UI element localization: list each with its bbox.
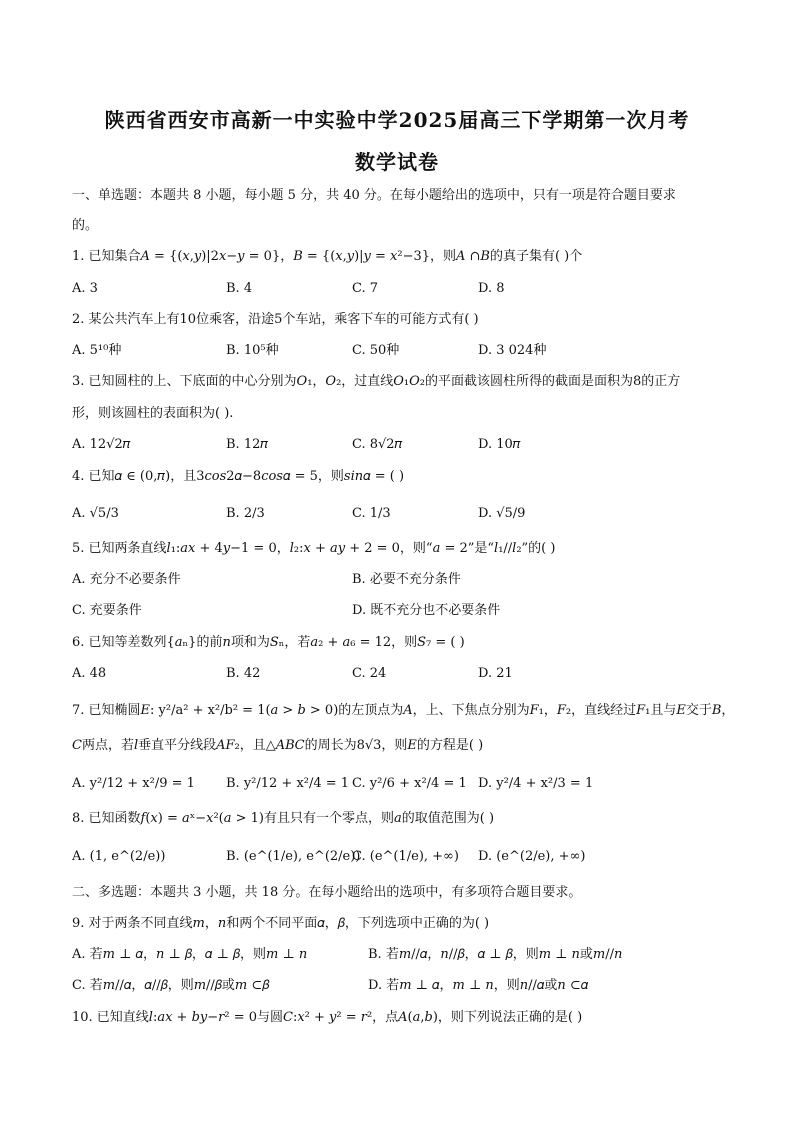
- question-3-option-a: A. 12√2𝜋: [72, 437, 131, 452]
- question-7-option-d: D. y²/4 + x²/3 = 1: [478, 776, 594, 791]
- question-8-stem: 8. 已知函数𝑓(𝑥) = 𝑎ˣ−𝑥²(𝑎 > 1)有且只有一个零点，则𝑎的取值范围为( ): [72, 811, 495, 826]
- question-7-option-c: C. y²/6 + x²/4 = 1: [352, 776, 467, 791]
- question-2-option-b: B. 10⁵种: [226, 343, 279, 358]
- question-3-option-d: D. 10𝜋: [478, 437, 521, 452]
- question-4-option-d: D. √5/9: [478, 506, 526, 521]
- question-5-option-b: B. 必要不充分条件: [352, 572, 461, 587]
- question-5-stem: 5. 已知两条直线𝑙₁:𝑎𝑥 + 4𝑦−1 = 0，𝑙₂:𝑥 + 𝑎𝑦 + 2 = 0，则“𝑎 = 2”是“𝑙₁//𝑙₂”的( ): [72, 541, 556, 556]
- question-2-stem: 2. 某公共汽车上有10位乘客，沿途5个车站，乘客下车的可能方式有( ): [72, 312, 479, 327]
- question-7-option-b: B. y²/12 + x²/4 = 1: [226, 776, 350, 791]
- question-2-option-d: D. 3 024种: [478, 343, 547, 358]
- question-1-option-d: D. 8: [478, 281, 505, 296]
- question-3-option-b: B. 12𝜋: [226, 437, 269, 452]
- question-8-option-a: A. (1, e^(2/e)): [72, 849, 166, 864]
- question-9-option-c: C. 若𝑚//𝛼，𝛼//𝛽，则𝑚//𝛽或𝑚 ⊂𝛽: [72, 978, 270, 993]
- question-6-stem: 6. 已知等差数列{𝑎ₙ}的前𝑛项和为𝑆ₙ，若𝑎₂ + 𝑎₆ = 12，则𝑆₇ = ( ): [72, 635, 465, 650]
- question-6-option-d: D. 21: [478, 666, 513, 681]
- question-1-option-b: B. 4: [226, 281, 253, 296]
- question-4-option-b: B. 2/3: [226, 506, 265, 521]
- question-8-option-d: D. (e^(2/e), +∞): [478, 849, 586, 864]
- question-9-option-b: B. 若𝑚//𝛼，𝑛//𝛽，𝛼 ⊥ 𝛽，则𝑚 ⊥ 𝑛或𝑚//𝑛: [368, 947, 623, 962]
- question-8-option-c: C. (e^(1/e), +∞): [352, 849, 459, 864]
- question-7-option-a: A. y²/12 + x²/9 = 1: [72, 776, 195, 791]
- question-3-stem: 3. 已知圆柱的上、下底面的中心分别为𝑂₁，𝑂₂，过直线𝑂₁𝑂₂的平面截该圆柱所得的截面是面积为8的正方: [72, 374, 681, 389]
- question-2-option-c: C. 50种: [352, 343, 400, 358]
- question-1-option-a: A. 3: [72, 281, 98, 296]
- question-2-option-a: A. 5¹⁰种: [72, 343, 122, 358]
- question-1-option-c: C. 7: [352, 281, 379, 296]
- question-9-option-a: A. 若𝑚 ⊥ 𝛼，𝑛 ⊥ 𝛽，𝛼 ⊥ 𝛽，则𝑚 ⊥ 𝑛: [72, 947, 308, 962]
- question-4-option-a: A. √5/3: [72, 506, 119, 521]
- question-1-stem: 1. 已知集合𝐴 = {(𝑥,𝑦)|2𝑥−𝑦 = 0}，𝐵 = {(𝑥,𝑦)|𝑦 = 𝑥²−3}，则𝐴 ∩𝐵的真子集有( )个: [72, 249, 583, 264]
- question-8-option-b: B. (e^(1/e), e^(2/e)): [226, 849, 361, 864]
- question-5-option-c: C. 充要条件: [72, 603, 142, 618]
- question-3-stem-cont: 形，则该圆柱的表面积为( ).: [72, 406, 234, 421]
- exam-title: 陕西省西安市高新一中实验中学2025届高三下学期第一次月考: [104, 108, 690, 132]
- question-4-option-c: C. 1/3: [352, 506, 391, 521]
- question-7-stem: 7. 已知椭圆𝐸: y²/a² + x²/b² = 1(𝑎 > 𝑏 > 0)的左顶点为𝐴，上、下焦点分别为𝐹₁，𝐹₂，直线经过𝐹₁且与𝐸交于𝐵，: [72, 703, 735, 718]
- exam-subtitle: 数学试卷: [355, 150, 439, 174]
- question-5-option-d: D. 既不充分也不必要条件: [352, 603, 501, 618]
- question-5-option-a: A. 充分不必要条件: [72, 572, 181, 587]
- question-10-stem: 10. 已知直线𝑙:𝑎𝑥 + 𝑏𝑦−𝑟² = 0与圆𝐶:𝑥² + 𝑦² = 𝑟²，点𝐴(𝑎,𝑏)，则下列说法正确的是( ): [72, 1010, 583, 1025]
- question-4-stem: 4. 已知𝛼 ∈ (0,𝜋)，且3𝑐𝑜𝑠2𝛼−8𝑐𝑜𝑠𝛼 = 5，则𝑠𝑖𝑛𝛼 = ( ): [72, 469, 405, 484]
- question-7-stem-cont: 𝐶两点，若𝑙垂直平分线段𝐴𝐹₂，且△𝐴𝐵𝐶的周长为8√3，则𝐸的方程是( ): [72, 738, 484, 753]
- question-6-option-a: A. 48: [72, 666, 107, 681]
- question-6-option-c: C. 24: [352, 666, 387, 681]
- section1-heading-cont: 的。: [72, 218, 99, 233]
- question-3-option-c: C. 8√2𝜋: [352, 437, 403, 452]
- section1-heading: 一、单选题：本题共 8 小题，每小题 5 分，共 40 分。在每小题给出的选项中，只有一项是符合题目要求: [72, 188, 676, 203]
- question-9-option-d: D. 若𝑚 ⊥ 𝛼，𝑚 ⊥ 𝑛，则𝑛//𝛼或𝑛 ⊂𝛼: [368, 978, 589, 993]
- section2-heading: 二、多选题：本题共 3 小题，共 18 分。在每小题给出的选项中，有多项符合题目要求。: [72, 885, 582, 900]
- question-6-option-b: B. 42: [226, 666, 261, 681]
- question-9-stem: 9. 对于两条不同直线𝑚，𝑛和两个不同平面𝛼，𝛽，下列选项中正确的为( ): [72, 916, 490, 931]
